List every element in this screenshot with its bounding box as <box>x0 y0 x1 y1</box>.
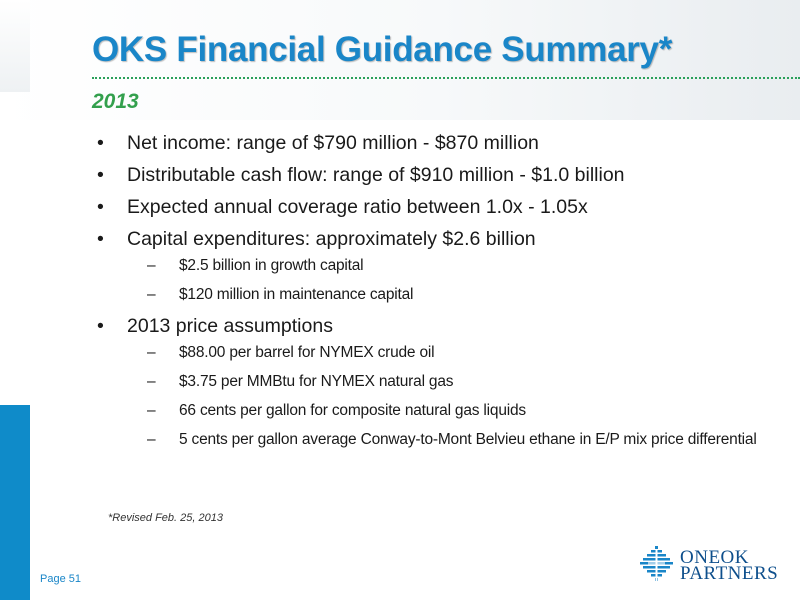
page-number: Page 51 <box>40 573 81 585</box>
price-assumptions-sublist <box>127 343 785 450</box>
bullet-capital-expenditures: • Capital expenditures: approximately $2.6 billion – $2.5 billion in growth capital – $120 million in maintenance capital <box>95 227 785 305</box>
company-logo <box>640 546 780 586</box>
footnote: *Revised Feb. 25, 2013 <box>108 512 223 524</box>
bullet-distributable-cash-flow: • Distributable cash flow: range of $910 million - $1.0 billion <box>95 163 785 187</box>
capex-sublist <box>127 256 785 305</box>
bullet-net-income: • Net income: range of $790 million - $870 million <box>95 131 785 155</box>
logo-line-oneok: ONEOK <box>680 547 749 568</box>
sub-bullet-ethane-differential: – 5 cents per gallon average Conway-to-Mont Belvieu ethane in E/P mix price differential <box>147 430 785 450</box>
sub-bullet-growth-capital: – $2.5 billion in growth capital <box>147 256 785 276</box>
logo-wordmark <box>680 547 779 584</box>
logo-line-partners: PARTNERS <box>680 563 779 584</box>
slide-title: OKS Financial Guidance Summary* <box>92 30 673 69</box>
slide-subtitle: 2013 <box>92 90 139 113</box>
oneok-partners-logo-mark-icon <box>640 546 676 586</box>
sub-bullet-ngl: – 66 cents per gallon for composite natural gas liquids <box>147 401 785 421</box>
sub-bullet-natural-gas: – $3.75 per MMBtu for NYMEX natural gas <box>147 372 785 392</box>
guidance-list <box>95 131 785 459</box>
side-band-top <box>0 0 30 92</box>
bullet-price-assumptions: • 2013 price assumptions – $88.00 per barrel for NYMEX crude oil – $3.75 per MMBtu for NYMEX natural gas – 66 cents per gallon for composite natural gas liquids – 5 cents per gallon average Conway-to-Mont Belvieu ethane in E/P mix price differential <box>95 314 785 450</box>
sub-bullet-maintenance-capital: – $120 million in maintenance capital <box>147 285 785 305</box>
title-divider <box>92 77 800 79</box>
sub-bullet-crude-oil: – $88.00 per barrel for NYMEX crude oil <box>147 343 785 363</box>
bullet-coverage-ratio: • Expected annual coverage ratio between 1.0x - 1.05x <box>95 195 785 219</box>
side-accent-band <box>0 405 30 600</box>
